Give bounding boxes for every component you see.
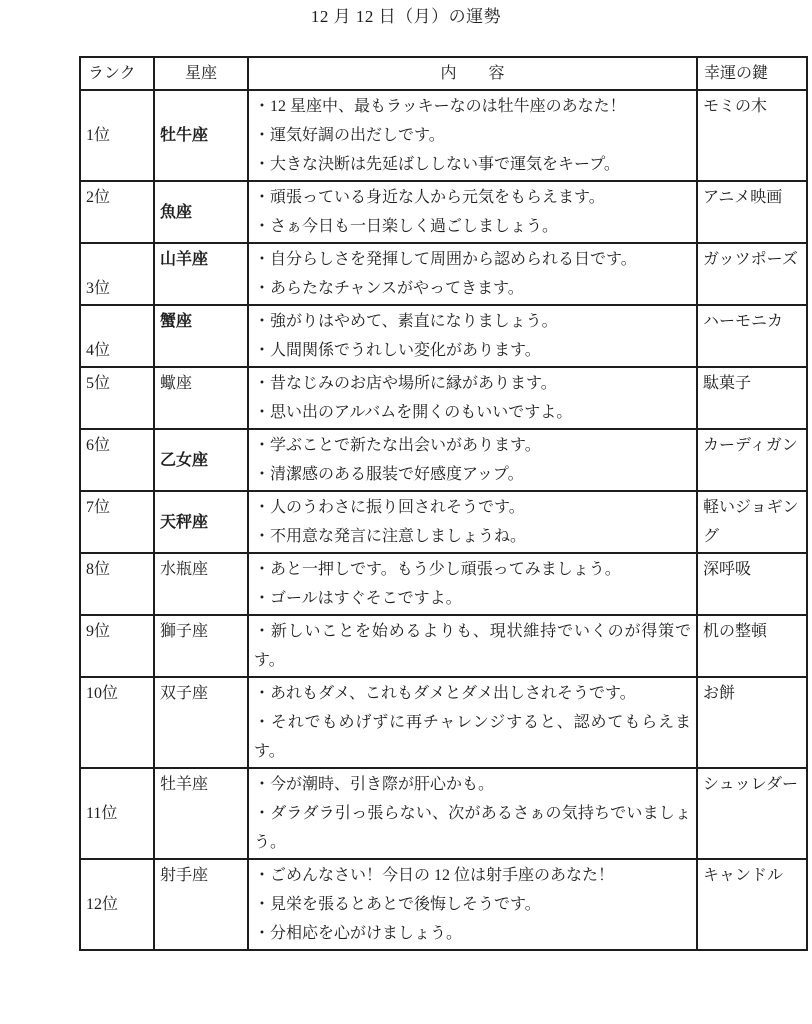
rank-cell: 8位 (80, 553, 154, 615)
content-cell (248, 553, 697, 615)
content-line: ・あれもダメ、これもダメとダメ出しされそうです。 (254, 685, 636, 702)
rank-cell: 4位 (80, 305, 154, 367)
sign-cell: 双子座 (154, 677, 248, 768)
table-row (80, 367, 807, 429)
table-row (80, 181, 807, 243)
table-row (80, 677, 807, 768)
content-line: ・清潔感のある服装で好感度アップ。 (254, 466, 524, 483)
table-row (80, 90, 807, 181)
table-row (80, 305, 807, 367)
table-row (80, 615, 807, 677)
fortune-table-body (80, 90, 807, 950)
content-cell (248, 491, 697, 553)
content-line: ・自分らしさを発揮して周囲から認められる日です。 (254, 251, 637, 268)
lucky-key-cell: アニメ映画 (697, 181, 807, 243)
rank-cell: 9位 (80, 615, 154, 677)
sign-cell: 射手座 (154, 859, 248, 950)
col-header-sign: 星座 (154, 57, 248, 90)
lucky-key-cell: ガッツポーズ (697, 243, 807, 305)
table-row (80, 243, 807, 305)
content-cell (248, 90, 697, 181)
content-line: ・ダラダラ引っ張らない、次があるさぁの気持ちでいましょう。 (254, 805, 691, 851)
fortune-table (79, 56, 808, 951)
table-row (80, 859, 807, 950)
sign-cell: 蠍座 (154, 367, 248, 429)
rank-cell: 6位 (80, 429, 154, 491)
rank-cell: 11位 (80, 768, 154, 859)
sign-cell: 魚座 (154, 181, 248, 243)
content-cell (248, 243, 697, 305)
table-row (80, 429, 807, 491)
content-line: ・思い出のアルバムを開くのもいいですよ。 (254, 404, 573, 421)
content-line: ・人間関係でうれしい変化があります。 (254, 342, 541, 359)
header-row (80, 57, 807, 90)
content-line: ・強がりはやめて、素直になりましょう。 (254, 313, 558, 330)
content-line: ・12 星座中、最もラッキーなのは牡牛座のあなた！ (254, 98, 626, 115)
content-line: ・分相応を心がけましょう。 (254, 925, 463, 942)
rank-cell: 7位 (80, 491, 154, 553)
lucky-key-cell: ハーモニカ (697, 305, 807, 367)
lucky-key-cell: キャンドル (697, 859, 807, 950)
content-line: ・ごめんなさい！今日の 12 位は射手座のあなた！ (254, 867, 615, 884)
content-cell (248, 615, 697, 677)
content-line: ・さぁ今日も一日楽しく過ごしましょう。 (254, 218, 559, 235)
content-line: ・見栄を張るとあとで後悔しそうです。 (254, 896, 541, 913)
content-line: ・あらたなチャンスがやってきます。 (254, 280, 524, 297)
col-header-content: 内 容 (248, 57, 697, 90)
content-line: ・昔なじみのお店や場所に縁があります。 (254, 375, 557, 392)
rank-cell: 5位 (80, 367, 154, 429)
lucky-key-cell: カーディガン (697, 429, 807, 491)
content-line: ・運気好調の出だしです。 (254, 127, 445, 144)
content-cell (248, 859, 697, 950)
content-line: ・不用意な発言に注意しましょうね。 (254, 528, 527, 545)
lucky-key-cell: 深呼吸 (697, 553, 807, 615)
content-cell (248, 181, 697, 243)
content-cell (248, 677, 697, 768)
sign-cell: 水瓶座 (154, 553, 248, 615)
lucky-key-cell: 机の整頓 (697, 615, 807, 677)
sign-cell: 獅子座 (154, 615, 248, 677)
content-line: ・大きな決断は先延ばししない事で運気をキープ。 (254, 156, 620, 173)
rank-cell: 1位 (80, 90, 154, 181)
sign-cell: 蟹座 (154, 305, 248, 367)
content-line: ・新しいことを始めるよりも、現状維持でいくのが得策です。 (254, 623, 691, 669)
sign-cell: 牡牛座 (154, 90, 248, 181)
rank-cell: 10位 (80, 677, 154, 768)
content-line: ・それでもめげずに再チャレンジすると、認めてもらえます。 (254, 714, 691, 760)
lucky-key-cell: モミの木 (697, 90, 807, 181)
content-line: ・頑張っている身近な人から元気をもらえます。 (254, 189, 605, 206)
table-row (80, 553, 807, 615)
lucky-key-cell: 軽いジョギング (697, 491, 807, 553)
content-line: ・今が潮時、引き際が肝心かも。 (254, 776, 495, 793)
lucky-key-cell: お餅 (697, 677, 807, 768)
content-line: ・ゴールはすぐそこですよ。 (254, 590, 462, 607)
content-line: ・学ぶことで新たな出会いがあります。 (254, 437, 541, 454)
content-cell (248, 768, 697, 859)
table-row (80, 491, 807, 553)
lucky-key-cell: 駄菓子 (697, 367, 807, 429)
content-line: ・あと一押しです。もう少し頑張ってみましょう。 (254, 561, 621, 578)
sign-cell: 乙女座 (154, 429, 248, 491)
col-header-rank: ランク (80, 57, 154, 90)
table-row (80, 768, 807, 859)
page-title: 12 月 12 日（月）の運勢 (310, 7, 502, 26)
content-cell (248, 305, 697, 367)
col-header-lucky: 幸運の鍵 (697, 57, 807, 90)
sign-cell: 牡羊座 (154, 768, 248, 859)
content-cell (248, 429, 697, 491)
lucky-key-cell: シュッレダー (697, 768, 807, 859)
content-line: ・人のうわさに振り回されそうです。 (254, 499, 525, 516)
rank-cell: 12位 (80, 859, 154, 950)
rank-cell: 3位 (80, 243, 154, 305)
sign-cell: 山羊座 (154, 243, 248, 305)
rank-cell: 2位 (80, 181, 154, 243)
content-cell (248, 367, 697, 429)
sign-cell: 天秤座 (154, 491, 248, 553)
